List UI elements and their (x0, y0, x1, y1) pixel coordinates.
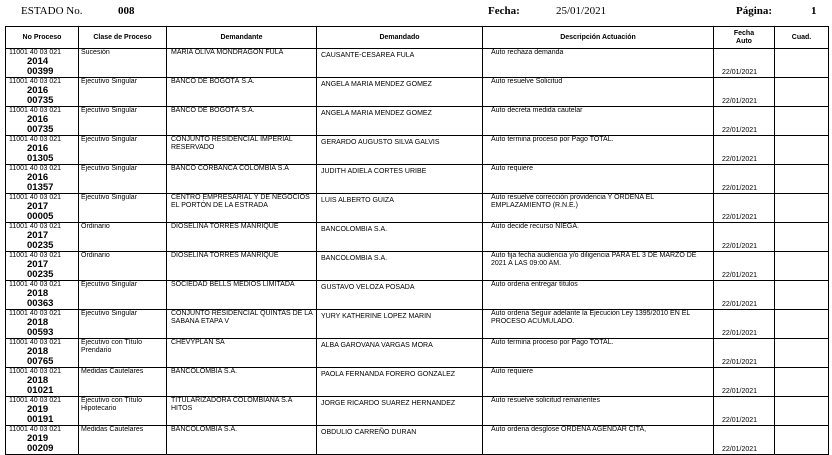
proceso-cell (6, 49, 79, 78)
demandante-cell: DIOSELINA TORRES MANRIQUE (167, 223, 317, 252)
proceso-code: 11001 40 03 021 (9, 107, 62, 114)
demandado-cell: YURY KATHERINE LOPEZ MARIN (317, 310, 483, 339)
proceso-code: 11001 40 03 021 (9, 368, 62, 375)
proceso-cell (6, 136, 79, 165)
demandante-cell: CONJUNTO RESIDENCIAL IMPERIAL RESERVADO (167, 136, 317, 165)
descripcion-cell: Auto requiere (483, 165, 714, 194)
table-row (6, 368, 829, 397)
clase-cell: Ejecutivo Singular (79, 310, 167, 339)
demandante-cell: CENTRO EMPRESARIAL Y DE NEGOCIOS EL PORTÓN DE LA ESTRADA (167, 194, 317, 223)
proceso-code: 11001 40 03 021 (9, 252, 62, 259)
demandado-cell: ANGELA MARIA MENDEZ GOMEZ (317, 107, 483, 136)
demandante-cell: BANCO DE BOGOTÁ S.A. (167, 78, 317, 107)
proceso-cell (6, 194, 79, 223)
proceso-number: 2016 00735 (27, 114, 54, 135)
col-demandado: Demandado (317, 27, 483, 49)
clase-cell: Ejecutivo Singular (79, 194, 167, 223)
descripcion-cell: Auto rechaza demanda (483, 49, 714, 78)
clase-cell: Ejecutivo Singular (79, 107, 167, 136)
proceso-number: 2018 00363 (27, 288, 54, 309)
proceso-number: 2017 00235 (27, 230, 54, 251)
demandante-cell: TITULARIZADORA COLOMBIANA S.A HITOS (167, 397, 317, 426)
clase-cell: Ejecutivo con Título Hipotecario (79, 397, 167, 426)
cuad-cell (775, 339, 829, 368)
fecha-auto-cell: 22/01/2021 (714, 136, 775, 165)
table-row (6, 136, 829, 165)
proceso-number: 2016 01357 (27, 172, 54, 193)
demandado-cell: BANCOLOMBIA S.A. (317, 252, 483, 281)
table-row (6, 426, 829, 455)
fecha-auto-cell: 22/01/2021 (714, 426, 775, 455)
descripcion-cell: Auto ordena Seguir adelante la Ejecucion Ley 1395/2010 EN EL PROCESO ACUMULADO. (483, 310, 714, 339)
cuad-cell (775, 194, 829, 223)
demandado-cell: GERARDO AUGUSTO SILVA GALVIS (317, 136, 483, 165)
proceso-code: 11001 40 03 021 (9, 194, 62, 201)
proceso-code: 11001 40 03 021 (9, 165, 62, 172)
proceso-cell (6, 78, 79, 107)
table-row (6, 165, 829, 194)
fecha-auto-cell: 22/01/2021 (714, 194, 775, 223)
descripcion-cell: Auto decide recurso NIEGA. (483, 223, 714, 252)
cuad-cell (775, 136, 829, 165)
cuad-cell (775, 252, 829, 281)
demandante-cell: SOCIEDAD BELLS MEDIOS LIMITADA (167, 281, 317, 310)
demandado-cell: JORGE RICARDO SUAREZ HERNANDEZ (317, 397, 483, 426)
table-row (6, 194, 829, 223)
demandado-cell: PAOLA FERNANDA FORERO GONZALEZ (317, 368, 483, 397)
cuad-cell (775, 310, 829, 339)
table-row (6, 310, 829, 339)
demandante-cell: DIOSELINA TORRES MANRIQUE (167, 252, 317, 281)
cuad-cell (775, 78, 829, 107)
pagina-value: 1 (811, 5, 817, 17)
descripcion-cell: Auto fija fecha audiencia y/o diligencia PARA EL 3 DE MARZO DE 2021 A LAS 09:00 AM. (483, 252, 714, 281)
demandado-cell: ANGELA MARIA MENDEZ GOMEZ (317, 78, 483, 107)
proceso-code: 11001 40 03 021 (9, 49, 62, 56)
proceso-number: 2016 01305 (27, 143, 54, 164)
col-clase: Clase de Proceso (79, 27, 167, 49)
proceso-number: 2014 00399 (27, 56, 54, 77)
proceso-code: 11001 40 03 021 (9, 136, 62, 143)
cuad-cell (775, 426, 829, 455)
proceso-number: 2019 00191 (27, 404, 54, 425)
proceso-number: 2016 00735 (27, 85, 54, 106)
clase-cell: Ejecutivo Singular (79, 281, 167, 310)
clase-cell: Medidas Cautelares (79, 426, 167, 455)
estado-value: 008 (118, 5, 135, 17)
fecha-auto-cell: 22/01/2021 (714, 368, 775, 397)
demandado-cell: JUDITH ADIELA CORTES URIBE (317, 165, 483, 194)
descripcion-cell: Auto ordena desglose ORDENA AGENDAR CITA, (483, 426, 714, 455)
fecha-auto-cell: 22/01/2021 (714, 165, 775, 194)
clase-cell: Ejecutivo Singular (79, 165, 167, 194)
descripcion-cell: Auto resuelve Solicitud (483, 78, 714, 107)
proceso-cell (6, 107, 79, 136)
descripcion-cell: Auto resuelve solicitud remanentes (483, 397, 714, 426)
table-row (6, 49, 829, 78)
demandado-cell: BANCOLOMBIA S.A. (317, 223, 483, 252)
proceso-cell (6, 339, 79, 368)
descripcion-cell: Auto ordena entregar títulos (483, 281, 714, 310)
descripcion-cell: Auto requiere (483, 368, 714, 397)
clase-cell: Ejecutivo Singular (79, 136, 167, 165)
pagina-label: Página: (736, 5, 773, 17)
proceso-code: 11001 40 03 021 (9, 339, 62, 346)
demandante-cell: CONJUNTO RESIDENCIAL QUINTAS DE LA SABANA ETAPA V (167, 310, 317, 339)
fecha-auto-cell: 22/01/2021 (714, 310, 775, 339)
cuad-cell (775, 223, 829, 252)
proceso-cell (6, 165, 79, 194)
col-demandante: Demandante (167, 27, 317, 49)
proceso-code: 11001 40 03 021 (9, 426, 62, 433)
proceso-cell (6, 252, 79, 281)
proceso-code: 11001 40 03 021 (9, 310, 62, 317)
proceso-cell (6, 281, 79, 310)
estado-label: ESTADO No. (21, 5, 83, 17)
demandado-cell: LUIS ALBERTO GUIZA (317, 194, 483, 223)
proceso-number: 2019 00209 (27, 433, 54, 454)
clase-cell: Ordinario (79, 223, 167, 252)
fecha-auto-cell: 22/01/2021 (714, 397, 775, 426)
table-row (6, 252, 829, 281)
proceso-cell (6, 310, 79, 339)
clase-cell: Ejecutivo Singular (79, 78, 167, 107)
descripcion-cell: Auto decreta medida cautelar (483, 107, 714, 136)
clase-cell: Ordinario (79, 252, 167, 281)
col-fecha-auto: Fecha Auto (714, 27, 775, 49)
cuad-cell (775, 49, 829, 78)
demandante-cell: BANCO DE BOGOTÁ S.A. (167, 107, 317, 136)
fecha-auto-cell: 22/01/2021 (714, 252, 775, 281)
demandante-cell: MARIA OLIVA MONDRAGON FULA (167, 49, 317, 78)
proceso-code: 11001 40 03 021 (9, 78, 62, 85)
proceso-cell (6, 397, 79, 426)
fecha-auto-cell: 22/01/2021 (714, 281, 775, 310)
table-row (6, 397, 829, 426)
demandado-cell: OBDULIO CARREÑO DURAN (317, 426, 483, 455)
clase-cell: Ejecutivo con Título Prendario (79, 339, 167, 368)
col-cuad: Cuad. (775, 27, 829, 49)
clase-cell: Sucesión (79, 49, 167, 78)
descripcion-cell: Auto resuelve corrección providencia Y ORDENA EL EMPLAZAMIENTO (R.N.E.) (483, 194, 714, 223)
demandado-cell: CAUSANTE-CESAREA FULA (317, 49, 483, 78)
proceso-number: 2018 00765 (27, 346, 54, 367)
fecha-auto-cell: 22/01/2021 (714, 339, 775, 368)
demandante-cell: BANCOLOMBIA S.A. (167, 426, 317, 455)
proceso-cell (6, 223, 79, 252)
table-header-row (6, 27, 829, 49)
proceso-cell (6, 368, 79, 397)
col-no-proceso: No Proceso (6, 27, 79, 49)
table-row (6, 223, 829, 252)
proceso-code: 11001 40 03 021 (9, 223, 62, 230)
estado-table (5, 26, 829, 455)
table-row (6, 281, 829, 310)
fecha-auto-cell: 22/01/2021 (714, 78, 775, 107)
table-row (6, 107, 829, 136)
proceso-number: 2018 01021 (27, 375, 54, 396)
cuad-cell (775, 165, 829, 194)
cuad-cell (775, 397, 829, 426)
cuad-cell (775, 368, 829, 397)
fecha-auto-cell: 22/01/2021 (714, 107, 775, 136)
proceso-number: 2018 00593 (27, 317, 54, 338)
table-row (6, 339, 829, 368)
col-descripcion: Descripción Actuación (483, 27, 714, 49)
proceso-code: 11001 40 03 021 (9, 281, 62, 288)
cuad-cell (775, 281, 829, 310)
fecha-auto-cell: 22/01/2021 (714, 49, 775, 78)
demandante-cell: BANCOLOMBIA S.A. (167, 368, 317, 397)
demandante-cell: CHEVYPLAN SA (167, 339, 317, 368)
proceso-number: 2017 00005 (27, 201, 54, 222)
demandado-cell: ALBA GAROVANA VARGAS MORA (317, 339, 483, 368)
clase-cell: Medidas Cautelares (79, 368, 167, 397)
fecha-value: 25/01/2021 (556, 5, 607, 17)
descripcion-cell: Auto termina proceso por Pago TOTAL. (483, 339, 714, 368)
proceso-cell (6, 426, 79, 455)
fecha-label: Fecha: (488, 5, 520, 17)
demandante-cell: BANCO CORBANCA COLOMBIA S.A (167, 165, 317, 194)
descripcion-cell: Auto termina proceso por Pago TOTAL. (483, 136, 714, 165)
proceso-code: 11001 40 03 021 (9, 397, 62, 404)
demandado-cell: GUSTAVO VELOZA POSADA (317, 281, 483, 310)
cuad-cell (775, 107, 829, 136)
fecha-auto-cell: 22/01/2021 (714, 223, 775, 252)
proceso-number: 2017 00235 (27, 259, 54, 280)
table-row (6, 78, 829, 107)
